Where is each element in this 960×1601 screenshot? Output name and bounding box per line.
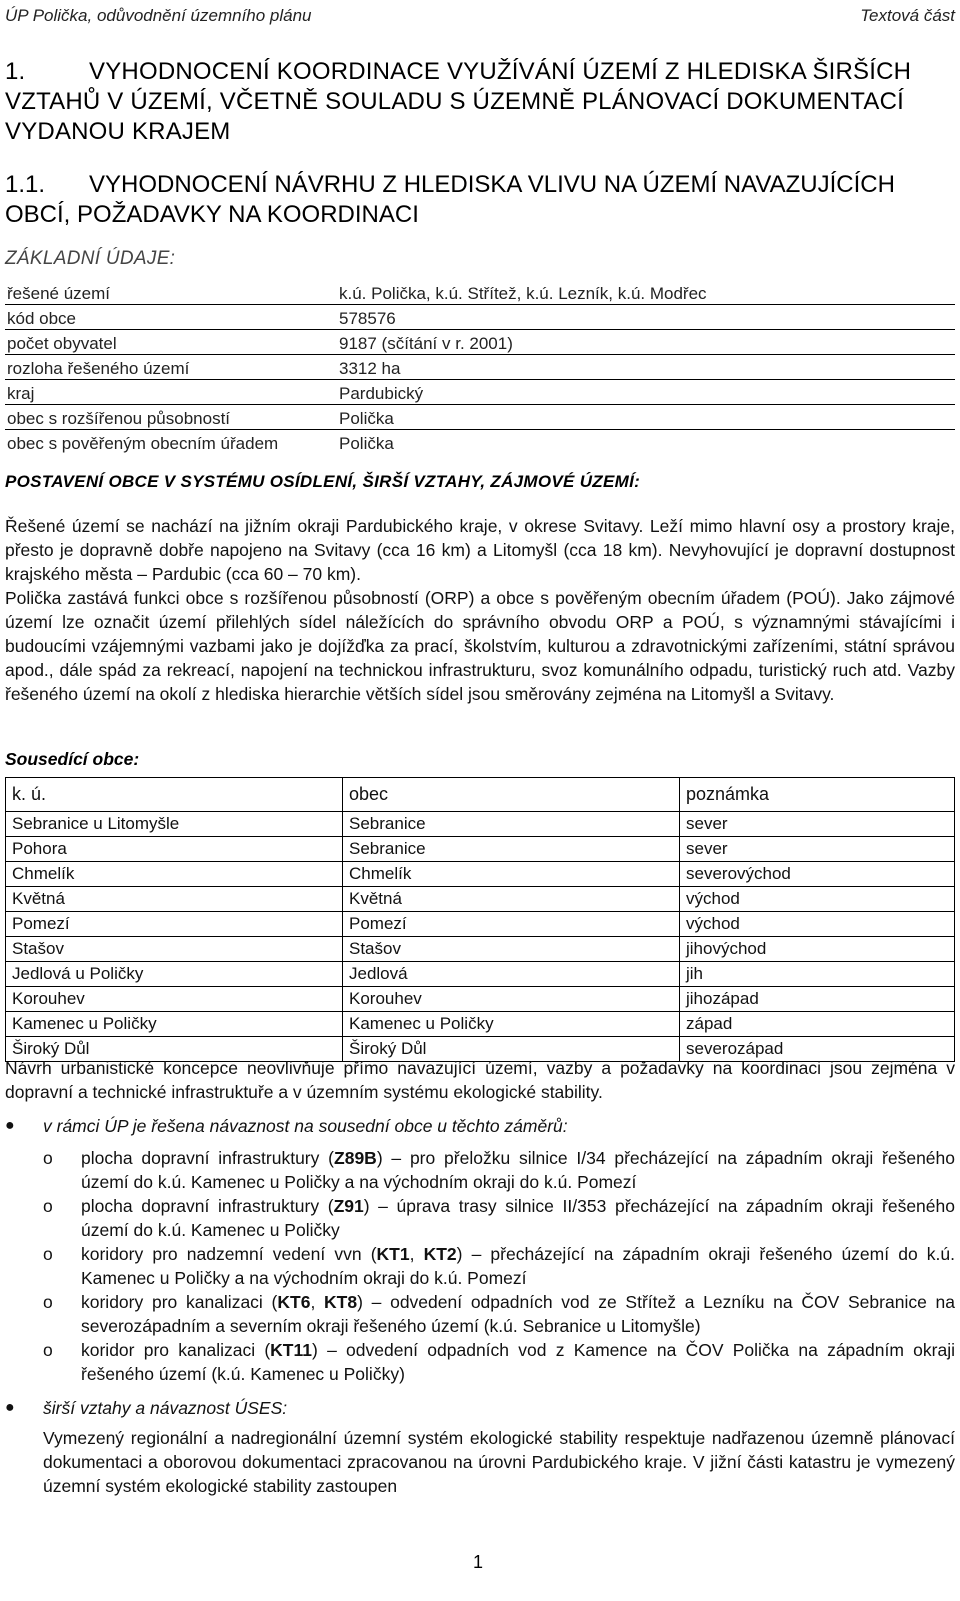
item-separator: , — [409, 1244, 424, 1264]
cell-note: severozápad — [680, 1037, 955, 1062]
cell-municipality: Korouhev — [343, 987, 680, 1012]
item-text: plocha dopravní infrastruktury ( — [81, 1148, 335, 1168]
table-row — [6, 837, 955, 862]
section-1-number: 1. — [5, 58, 26, 85]
basic-data-label: rozloha řešeného území — [5, 355, 337, 380]
table-row — [5, 405, 955, 430]
paragraph-location: Řešené území se nachází na jižním okraji Pardubického kraje, v okrese Svitavy. Leží mimo hlavní osy a prostory kraje, přesto je dopravně dobře napojeno na Svitavy (cca 16 km) a Litomyšl (cca 18 km). Nevyhovující je dopravní dostupnost krajského města – Pardubic (cca 60 – 70 km). — [5, 516, 955, 584]
basic-data-value: Pardubický — [337, 380, 955, 405]
header-section-label: Textová část — [860, 6, 955, 25]
cell-municipality: Jedlová — [343, 962, 680, 987]
item-text: ) – přecházející na západním okraji řešeného území do k.ú. Kamenec u Poličky a na východním okraji do k.ú. Pomezí — [81, 1244, 955, 1288]
cell-note: východ — [680, 887, 955, 912]
list-item — [5, 1242, 955, 1290]
basic-data-value: Polička — [339, 434, 394, 453]
cell-note: jih — [680, 962, 955, 987]
uses-paragraph: Vymezený regionální a nadregionální územní systém ekologické stability respektuje nadřazenou územně plánovací dokumentaci a oborovou dokumentaci zpracovanou na úrovni Pardubického kraje. V jižní části katastru je vymezený územní systém ekologické stability zastoupen — [43, 1428, 955, 1496]
basic-data-label: kraj — [5, 380, 337, 405]
table-row — [5, 355, 955, 380]
cell-note: jihozápad — [680, 987, 955, 1012]
circle-bullet-icon: o — [43, 1196, 53, 1216]
cell-municipality: Stašov — [343, 937, 680, 962]
bullet-text: širší vztahy a návaznost ÚSES: — [43, 1398, 288, 1418]
item-text: koridory pro nadzemní vedení vvn ( — [81, 1244, 377, 1264]
cell-municipality: Pomezí — [343, 912, 680, 937]
section-1-title: VYHODNOCENÍ KOORDINACE VYUŽÍVÁNÍ ÚZEMÍ Z HLEDISKA ŠIRŠÍCH VZTAHŮ V ÚZEMÍ, VČETNĚ SOULADU S ÚZEMNĚ PLÁNOVACÍ DOKUMENTACÍ VYDANOU KRAJEM — [5, 58, 912, 145]
page-number: 1 — [473, 1552, 484, 1572]
table-row — [5, 380, 955, 405]
list-item — [5, 1146, 955, 1194]
basic-data-value: k.ú. Polička, k.ú. Střítež, k.ú. Lezník, k.ú. Modřec — [337, 280, 955, 305]
basic-data-label: obec s rozšířenou působností — [5, 405, 337, 430]
table-row — [6, 862, 955, 887]
basic-data-value: Polička — [337, 405, 955, 430]
item-code: Z91 — [333, 1196, 364, 1216]
cell-municipality: Sebranice — [343, 837, 680, 862]
item-text: ) – pro přeložku silnice I/34 přecházející na západním okraji řešeného území do k.ú. Kamenec u Poličky a na východním okraji do k.ú. Pomezí — [81, 1148, 955, 1192]
circle-bullet-icon: o — [43, 1292, 53, 1312]
header-document-title: ÚP Polička, odůvodnění územního plánu — [5, 6, 312, 25]
table-header-row — [6, 778, 955, 812]
cell-municipality: Sebranice — [343, 812, 680, 837]
basic-data-label: řešené území — [5, 280, 337, 305]
table-row — [6, 887, 955, 912]
neighbors-heading: Sousedící obce: — [5, 749, 140, 769]
table-row — [6, 962, 955, 987]
table-row — [5, 330, 955, 355]
basic-data-value: 3312 ha — [337, 355, 955, 380]
list-item — [5, 1338, 955, 1386]
column-header-municipality: obec — [343, 778, 680, 812]
cell-municipality: Široký Důl — [343, 1037, 680, 1062]
item-code: KT11 — [270, 1340, 312, 1360]
item-code: KT6 — [277, 1292, 311, 1312]
table-row — [6, 1012, 955, 1037]
bullet-dot-icon: ● — [5, 1399, 15, 1416]
section-1-1-number: 1.1. — [5, 171, 46, 198]
bullet-dot-icon: ● — [5, 1117, 15, 1134]
section-1-heading — [5, 57, 955, 147]
cell-cadastral: Korouhev — [6, 987, 343, 1012]
paragraph-concept: Návrh urbanistické koncepce neovlivňuje přímo navazující území, vazby a požadavky na koordinaci jsou zejména v dopravní a technické infrastruktuře a v územním systému ekologické stability. — [5, 1058, 955, 1102]
running-header — [5, 3, 955, 33]
list-item — [5, 1290, 955, 1338]
basic-data-label: kód obce — [5, 305, 337, 330]
item-text: koridory pro kanalizaci ( — [81, 1292, 278, 1312]
circle-bullet-icon: o — [43, 1148, 53, 1168]
section-1-1-title: VYHODNOCENÍ NÁVRHU Z HLEDISKA VLIVU NA ÚZEMÍ NAVAZUJÍCÍCH OBCÍ, POŽADAVKY NA KOORDINACI — [5, 171, 895, 228]
cell-note: jihovýchod — [680, 937, 955, 962]
cell-cadastral: Jedlová u Poličky — [6, 962, 343, 987]
cell-note: sever — [680, 837, 955, 862]
list-item — [5, 1194, 955, 1242]
column-header-note: poznámka — [680, 778, 955, 812]
item-text: ) – odvedení odpadních vod ze Střítež a Lezníku na ČOV Sebranice na severozápadním a severním okraji řešeného území (k.ú. Sebranice u Litomyšle) — [81, 1292, 955, 1336]
column-header-cadastral: k. ú. — [6, 778, 343, 812]
item-text: koridor pro kanalizaci ( — [81, 1340, 271, 1360]
item-code: KT1 — [376, 1244, 410, 1264]
cell-note: východ — [680, 912, 955, 937]
cell-municipality: Kamenec u Poličky — [343, 1012, 680, 1037]
cell-cadastral: Pohora — [6, 837, 343, 862]
basic-data-value: 578576 — [337, 305, 955, 330]
basic-data-label: počet obyvatel — [5, 330, 337, 355]
cell-cadastral: Sebranice u Litomyšle — [6, 812, 343, 837]
table-row — [5, 430, 955, 455]
item-text: ) – úprava trasy silnice II/353 přecházející na západním okraji řešeného území do k.ú. Kamenec u Poličky — [81, 1196, 955, 1240]
cell-note: západ — [680, 1012, 955, 1037]
item-code: KT2 — [423, 1244, 457, 1264]
basic-data-heading: ZÁKLADNÍ ÚDAJE: — [5, 248, 176, 269]
table-row — [6, 937, 955, 962]
cell-municipality: Květná — [343, 887, 680, 912]
item-text: plocha dopravní infrastruktury ( — [81, 1196, 334, 1216]
circle-bullet-icon: o — [43, 1244, 53, 1264]
cell-cadastral: Pomezí — [6, 912, 343, 937]
circle-bullet-icon: o — [43, 1340, 53, 1360]
cell-municipality: Chmelík — [343, 862, 680, 887]
cell-cadastral: Stašov — [6, 937, 343, 962]
position-heading: POSTAVENÍ OBCE V SYSTÉMU OSÍDLENÍ, ŠIRŠÍ VZTAHY, ZÁJMOVÉ ÚZEMÍ: — [5, 472, 641, 491]
item-code: KT8 — [324, 1292, 358, 1312]
section-1-1-heading — [5, 170, 955, 230]
cell-note: severovýchod — [680, 862, 955, 887]
table-row — [6, 987, 955, 1012]
sub-item-list — [5, 1146, 955, 1386]
table-row — [6, 912, 955, 937]
paragraph-role: Polička zastává funkci obce s rozšířenou působností (ORP) a obce s pověřeným obecním úřadem (POÚ). Jako zájmové území lze označit území přilehlých sídel náležících do správního obvodu ORP a POÚ, s významnými stávajícími i budoucími vzájemnými vazbami jako je dojížďka za prací, školstvím, kulturou a zdravotnickými zařízeními, státní správou apod., dále spád za rekreací, napojení na technickou infrastrukturu, svoz komunálního odpadu, turistický ruch atd. Vazby řešeného území na okolí z hlediska hierarchie větších sídel jsou směrovány zejména na Litomyšl a Svitavy. — [5, 588, 955, 704]
basic-data-value: 9187 (sčítání v r. 2001) — [337, 330, 955, 355]
item-separator: , — [310, 1292, 325, 1312]
table-row — [6, 812, 955, 837]
bullet-text: v rámci ÚP je řešena návaznost na sousední obce u těchto záměrů: — [43, 1116, 568, 1136]
table-row — [5, 305, 955, 330]
cell-note: sever — [680, 812, 955, 837]
item-code: Z89B — [334, 1148, 377, 1168]
basic-data-label: obec s pověřeným obecním úřadem — [7, 434, 279, 453]
table-row — [5, 280, 955, 305]
basic-data-table — [5, 280, 955, 454]
cell-cadastral: Chmelík — [6, 862, 343, 887]
item-text: ) – odvedení odpadních vod z Kamence na ČOV Polička na západním okraji řešeného území (k.ú. Kamenec u Poličky) — [81, 1340, 955, 1384]
cell-cadastral: Široký Důl — [6, 1037, 343, 1062]
neighbors-table — [5, 777, 955, 1062]
cell-cadastral: Květná — [6, 887, 343, 912]
cell-cadastral: Kamenec u Poličky — [6, 1012, 343, 1037]
